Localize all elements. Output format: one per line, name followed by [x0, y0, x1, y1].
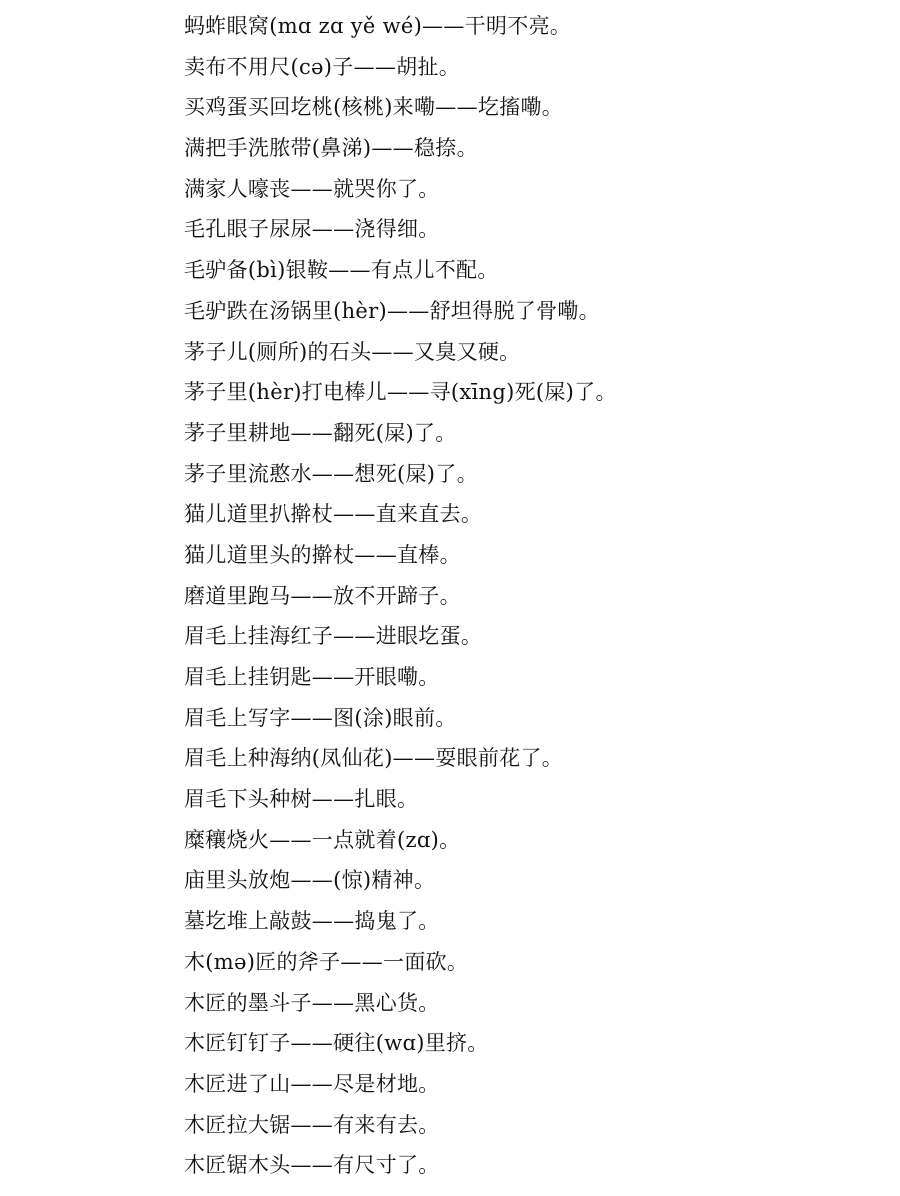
text-line: 庙里头放炮——(惊)精神。: [184, 868, 436, 893]
text-line: 糜穰烧火——一点就着(zɑ)。: [184, 827, 461, 852]
text-line: 眉毛下头种树——扎眼。: [184, 787, 419, 812]
text-line: 茅子里耕地——翻死(屎)了。: [184, 420, 457, 445]
document-body: [184, 6, 884, 1186]
text-line: 满把手洗脓带(鼻涕)——稳捺。: [184, 136, 478, 161]
text-line: 眉毛上挂海红子——进眼圪蛋。: [184, 624, 483, 649]
text-line: 眉毛上挂钥匙——开眼嘞。: [184, 665, 440, 689]
text-line: 木匠的墨斗子——黑心货。: [184, 990, 440, 1015]
text-line: 卖布不用尺(cə)子——胡扯。: [184, 54, 461, 79]
text-line: 眉毛上种海纳(凤仙花)——耍眼前花了。: [184, 746, 564, 771]
text-line: 眉毛上写字——图(涂)眼前。: [184, 705, 457, 730]
text-line: 木(mə)匠的斧子——一面砍。: [184, 949, 469, 974]
text-line: 木匠锯木头——有尺寸了。: [184, 1153, 440, 1178]
text-line: 毛驴备(bì)银鞍——有点儿不配。: [184, 258, 499, 283]
text-line: 猫儿道里扒擀杖——直来直去。: [184, 502, 483, 527]
text-line: 木匠进了山——尽是材地。: [184, 1071, 440, 1096]
text-line: 满家人嚎丧——就哭你了。: [184, 176, 440, 201]
text-line: 猫儿道里头的擀杖——直棒。: [184, 542, 461, 567]
text-line: 茅子里(hèr)打电棒儿——寻(xīng)死(屎)了。: [184, 380, 617, 405]
text-line: 毛孔眼子尿尿——浇得细。: [184, 217, 440, 242]
text-line: 木匠钉钉子——硬往(wɑ)里挤。: [184, 1031, 489, 1056]
text-line: 毛驴跌在汤锅里(hèr)——舒坦得脱了骨嘞。: [184, 298, 600, 323]
text-line: 蚂蚱眼窝(mɑ zɑ yě wé)——干明不亮。: [184, 14, 572, 38]
text-line: 墓圪堆上敲鼓——捣鬼了。: [184, 909, 440, 934]
text-line: 买鸡蛋买回圪桃(核桃)来嘞——圪搐嘞。: [184, 95, 564, 120]
text-line: 磨道里跑马——放不开蹄子。: [184, 583, 461, 608]
text-line: 茅子里流憨水——想死(屎)了。: [184, 461, 478, 486]
text-line: 木匠拉大锯——有来有去。: [184, 1112, 440, 1137]
text-line: 茅子儿(厕所)的石头——又臭又硬。: [184, 339, 521, 364]
